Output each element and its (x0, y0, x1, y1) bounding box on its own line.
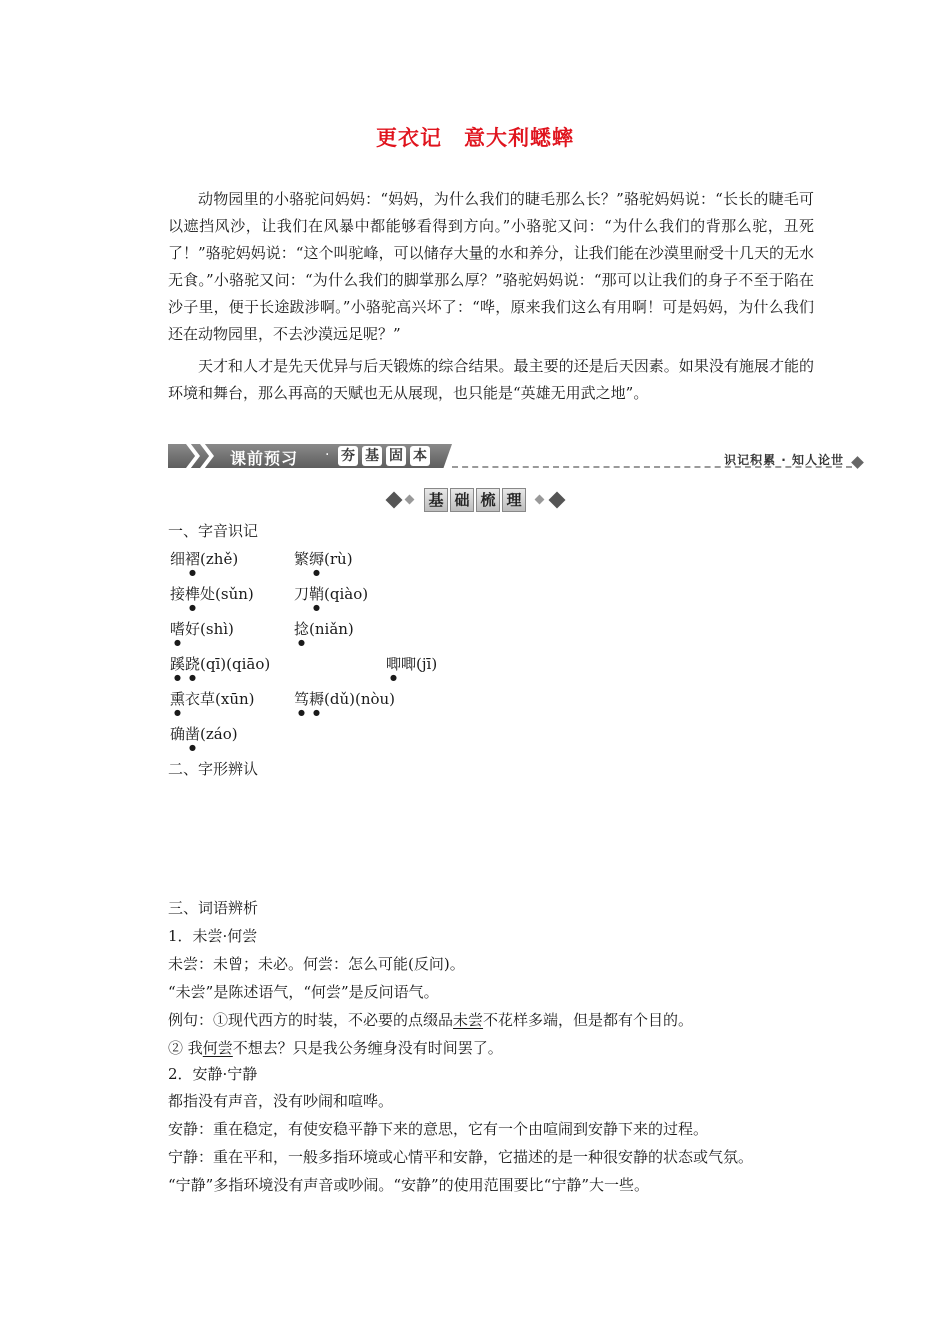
banner-box-char: 基 (362, 446, 382, 466)
word-group-1-example-1: 例句：①现代西方的时装，不必要的点缀品未尝不花样多端，但是都有个目的。 (168, 1011, 694, 1029)
diamond-icon (386, 492, 403, 509)
section-3-heading: 三、词语辨析 (168, 899, 259, 917)
subheading-char: 础 (450, 488, 474, 512)
pronunciation-item: 熏衣草(xūn) (170, 690, 255, 708)
word-group-1-title: 1．未尝·何尝 (168, 927, 258, 945)
subheading-char: 梳 (476, 488, 500, 512)
diamond-icon (851, 456, 864, 469)
banner-box-char: 固 (386, 446, 406, 466)
subheading-chars (424, 488, 526, 512)
diamond-icon (549, 492, 566, 509)
section-2-heading: 二、字形辨认 (168, 760, 259, 778)
pronunciation-item: 确凿(záo) (170, 725, 238, 743)
word-group-2-title: 2．安静·宁静 (168, 1065, 258, 1083)
word-group-2-ningjing: 宁静：重在平和，一般多指环境或心情平和安静，它描述的是一种很安静的状态或气氛。 (168, 1148, 754, 1166)
pronunciation-item: 细褶(zhě) (170, 550, 239, 568)
pronunciation-item: 刀鞘(qiào) (294, 585, 369, 603)
subheading-char: 基 (424, 488, 448, 512)
section-1-heading: 一、字音识记 (168, 522, 259, 540)
banner-label: 课前预习 (230, 449, 299, 468)
intro-paragraph-2: 天才和人才是先天优异与后天锻炼的综合结果。最主要的还是后天因素。如果没有施展才能的环境和舞台，那么再高的天赋也无从展现，也只能是“英雄无用武之地”。 (168, 357, 814, 402)
pronunciation-item: 繁缛(rù) (294, 550, 353, 568)
banner-right-label: 识记积累 · 知人论世 (724, 453, 844, 467)
banner-box-char: 本 (410, 446, 430, 466)
page-title: 更衣记 意大利蟋蟀 (376, 125, 574, 150)
banner-box-char: 夯 (338, 446, 358, 466)
pronunciation-item: 接榫处(sǔn) (170, 585, 254, 603)
diamond-icon (405, 495, 415, 505)
section-banner (168, 442, 868, 472)
pronunciation-item: 唧唧(jī) (386, 655, 438, 673)
word-group-2-contrast: “宁静”多指环境没有声音或吵闹。“安静”的使用范围要比“宁静”大一些。 (168, 1176, 650, 1194)
word-group-2-definition: 都指没有声音，没有吵闹和喧哗。 (168, 1092, 394, 1110)
pronunciation-item: 蹊跷(qī)(qiāo) (170, 655, 271, 673)
diamond-icon (535, 495, 545, 505)
subheading-char: 理 (502, 488, 526, 512)
word-group-1-definition: 未尝：未曾；未必。何尝：怎么可能(反问)。 (168, 955, 465, 973)
pronunciation-item: 笃耨(dǔ)(nòu) (294, 690, 396, 708)
pronunciation-item: 嗜好(shì) (170, 620, 234, 638)
pronunciation-item: 捻(niǎn) (294, 620, 354, 638)
word-group-2-anjing: 安静：重在稳定，有使安稳平静下来的意思，它有一个由喧闹到安静下来的过程。 (168, 1120, 709, 1138)
word-group-1-example-2: ② 我何尝不想去？只是我公务缠身没有时间罢了。 (168, 1039, 503, 1057)
intro-paragraph-1: 动物园里的小骆驼问妈妈：“妈妈，为什么我们的睫毛那么长？”骆驼妈妈说：“长长的睫毛可以遮挡风沙，让我们在风暴中都能够看得到方向。”小骆驼又问：“为什么我们的背那么驼，丑死了！”骆驼妈妈说：“这个叫驼峰，可以储存大量的水和养分，让我们能在沙漠里耐受十几天的无水无食。”小骆驼又问：“为什么我们的脚掌那么厚？”骆驼妈妈说：“那可以让我们的身子不至于陷在沙子里，便于长途跋涉啊。”小骆驼高兴坏了：“哗，原来我们这么有用啊！可是妈妈，为什么我们还在动物园里，不去沙漠远足呢？” (168, 190, 814, 343)
banner-dot: · (325, 447, 330, 463)
section-subheading (0, 486, 950, 514)
word-group-1-contrast: “未尝”是陈述语气，“何尝”是反问语气。 (168, 983, 439, 1001)
